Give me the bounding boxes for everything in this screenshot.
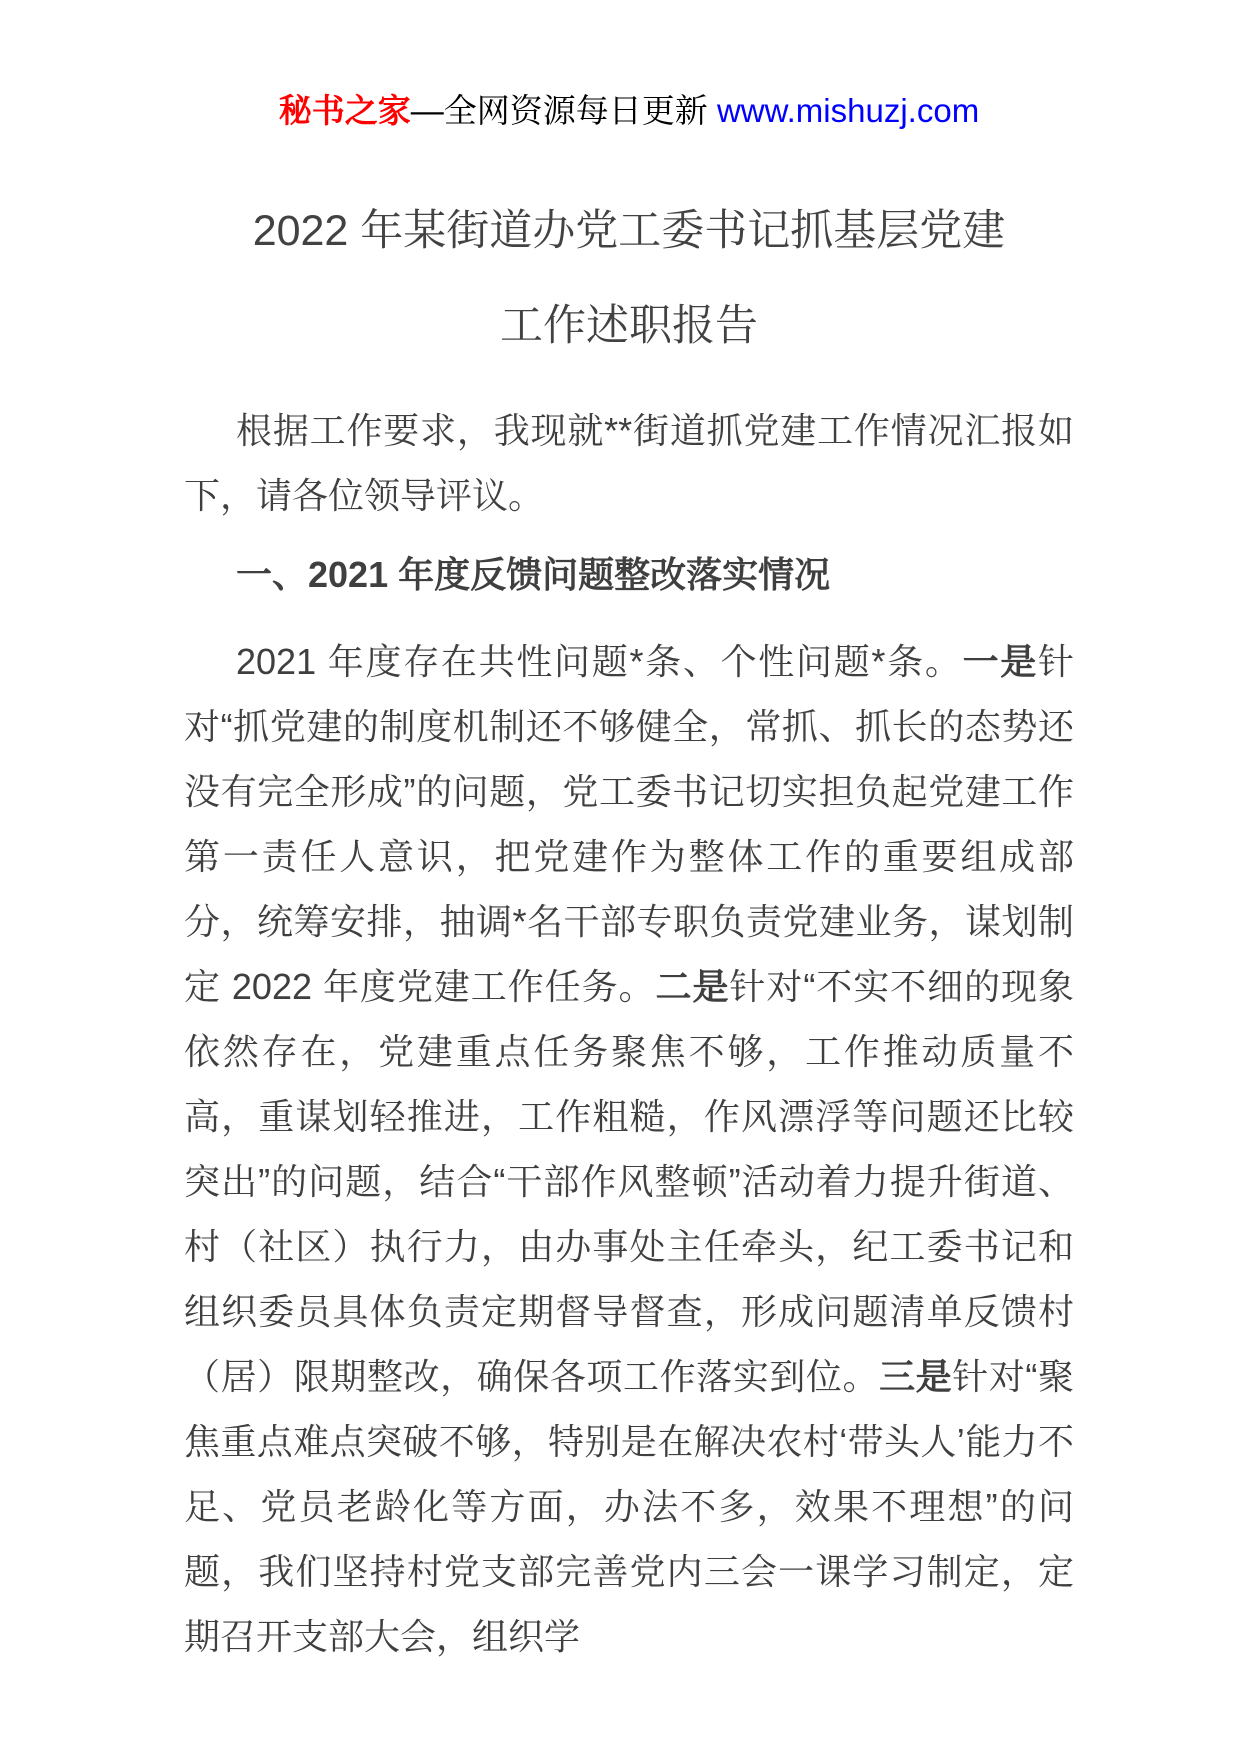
bold-run: 一、2021 年度反馈问题整改落实情况: [236, 554, 831, 595]
text-run: 针对“聚焦重点难点突破不够，特别是在解决农村‘带头人’能力不足、党员老龄化等方面，办法不多，效果不理想”的问题，我们坚持村党支部完善党内三会一课学习制定，定期召开支部大会，组织学: [184, 1356, 1074, 1657]
bold-run: 一是: [962, 641, 1038, 682]
doc-title-line-1: 2022 年某街道办党工委书记抓基层党建: [252, 207, 1006, 255]
bold-run: 二是: [655, 966, 730, 1007]
site-tagline: —全网资源每日更新: [410, 92, 717, 129]
section-heading: [184, 542, 1074, 607]
text-run: 根据工作要求，我现就**街道抓党建工作情况汇报如下，请各位领导评议。: [184, 410, 1074, 516]
doc-body: [184, 398, 1074, 1669]
site-url[interactable]: www.mishuzj.com: [716, 92, 980, 129]
paragraph: [184, 629, 1074, 1669]
doc-title: [184, 184, 1074, 374]
site-header: [184, 90, 1074, 132]
text-run: 针对“抓党建的制度机制还不够健全，常抓、抓长的态势还没有完全形成”的问题，党工委书记切实担负起党建工作第一责任人意识，把党建作为整体工作的重要组成部分，统筹安排，抽调*名干部专职负责党建业务，谋划制定 2022 年度党建工作任务。: [184, 641, 1074, 1007]
text-run: 2021 年度存在共性问题*条、个性问题*条。: [236, 641, 963, 682]
text-run: 针对“不实不细的现象依然存在，党建重点任务聚焦不够，工作推动质量不高，重谋划轻推进，工作粗糙，作风漂浮等问题还比较突出”的问题，结合“干部作风整顿”活动着力提升街道、村（社区）执行力，由办事处主任牵头，纪工委书记和组织委员具体负责定期督导督查，形成问题清单反馈村（居）限期整改，确保各项工作落实到位。: [184, 966, 1074, 1397]
doc-title-line-2: 工作述职报告: [500, 302, 758, 350]
bold-run: 三是: [879, 1356, 953, 1397]
paragraph: [184, 398, 1074, 528]
site-brand: 秘书之家: [278, 92, 411, 129]
